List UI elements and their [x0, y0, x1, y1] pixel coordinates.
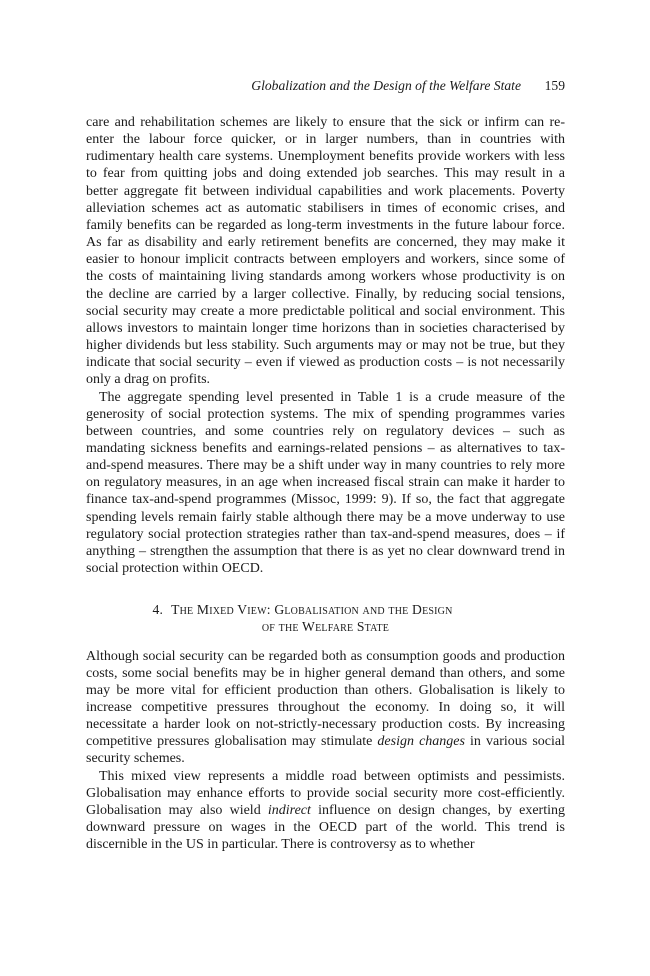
paragraph-3-text-b: in various social security schemes. [86, 734, 565, 767]
section-title-line-1: The Mixed View: Globalisation and the Design [171, 602, 453, 618]
paragraph-4-text-a: This mixed view represents a middle road between optimists and pessimists. Globalisation may enhance efforts to provide social security more cost-efficiently. Globalisation may also wield [86, 768, 565, 818]
paragraph-3-text-a: Although social security can be regarded both as consumption goods and production costs, some social benefits may be in higher general demand than others, and some may be more vital for efficient production than others. Globalisation is likely to increase competitive pressures throughout the economy. In doing so, it will necessitate a harder look on not-strictly-necessary production costs. By increasing competitive pressures globalisation may stimulate [86, 648, 565, 750]
section-heading [86, 601, 565, 635]
running-head [86, 78, 565, 98]
section-number: 4. [152, 602, 164, 618]
section-title-line-2: of the Welfare State [261, 619, 390, 635]
paragraph-1: care and rehabilitation schemes are likely to ensure that the sick or infirm can re-enter the labour force quicker, or in larger numbers, than in countries with rudimentary health care systems. Unemployment benefits provide workers with less to fear from quitting jobs and doing extended job searches. This may result in a better aggregate fit between individual capabilities and work placements. Poverty alleviation schemes act as automatic stabilisers in times of economic crises, and family benefits can be regarded as long-term investments in the future labour force. As far as disability and early retirement benefits are concerned, they may make it easier to honour implicit contracts between employers and workers, since some of the costs of maintaining living standards among workers whose productivity is on the decline are carried by a larger collective. Finally, by reducing social tensions, social security may create a more predictable political and social environment. This allows investors to maintain longer time horizons than in societies characterised by higher dividends but less stability. Such arguments may or may not be true, but they indicate that social security – even if viewed as production costs – is not necessarily only a drag on profits. [86, 115, 565, 388]
paragraph-4-emphasis: indirect [267, 802, 311, 818]
paragraph-4-text-b: influence on design changes, by exerting downward pressure on wages in the OECD part of the world. This trend is discernible in the US in particular. There is controversy as to whether [86, 802, 566, 853]
paragraph-2: The aggregate spending level presented in Table 1 is a crude measure of the generosity of social protection systems. The mix of spending programmes varies between countries, and some countries rely on regulatory devices – such as mandating sickness benefits and earnings-related pensions – as alternatives to tax-and-spend measures. There may be a shift under way in many countries to rely more on regulatory measures, in an age when increased fiscal strain can make it harder to finance tax-and-spend programmes (Missoc, 1999: 9). If so, the fact that aggregate spending levels remain fairly stable although there may be a move underway to use regulatory social protection strategies rather than tax-and-spend measures, does – if anything – strengthen the assumption that there is as yet no clear downward trend in social protection within OECD. [86, 389, 565, 577]
paragraph-3-emphasis: design changes [377, 734, 465, 750]
section-heading-line-1 [86, 601, 565, 618]
running-title: Globalization and the Design of the Welfare State [251, 78, 521, 93]
body-text [86, 114, 565, 853]
page-number: 159 [544, 78, 565, 93]
paragraph-4 [86, 768, 565, 854]
paragraph-3 [86, 648, 565, 768]
